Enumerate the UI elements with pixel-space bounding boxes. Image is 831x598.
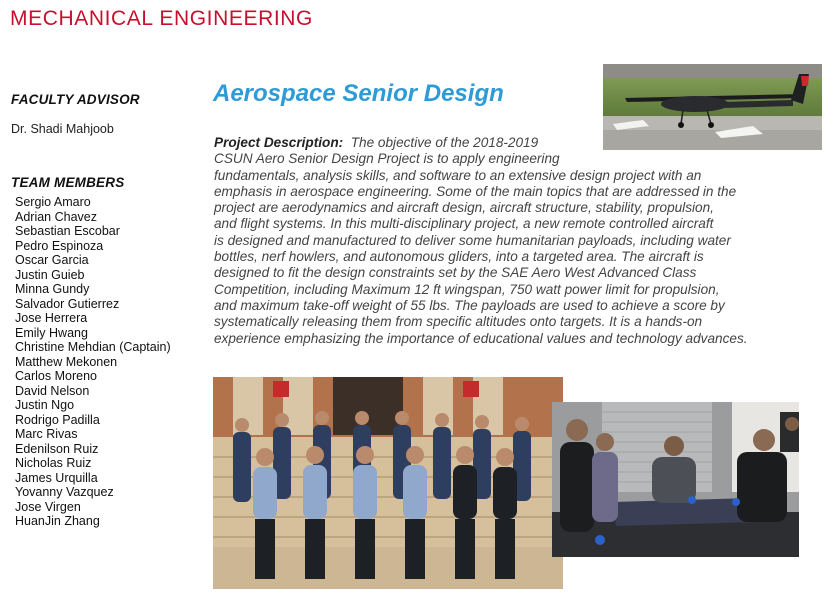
description-line: experience emphasizing the importance of educational values and technology advances.	[214, 330, 748, 346]
team-photo	[213, 377, 563, 589]
team-member: Edenilson Ruiz	[15, 441, 99, 456]
description-line: is designed and manufactured to deliver some humanitarian payloads, including water	[214, 232, 731, 248]
team-member: Justin Ngo	[15, 398, 75, 412]
team-member: James Urquilla	[15, 470, 98, 485]
description-line: emphasis in aerospace engineering. Some of the main topics that are addressed in the	[214, 183, 737, 199]
aircraft-photo	[603, 64, 822, 150]
description-line: bottles, nerf howlers, and autonomous gliders, into a targeted area. The aircraft is	[214, 249, 704, 265]
team-member: Sebastian Escobar	[15, 224, 120, 238]
faculty-advisor-heading: FACULTY ADVISOR	[11, 92, 140, 107]
project-description	[214, 135, 748, 347]
description-line: project are aerodynamics and aircraft design, aircraft structure, stability, propulsion,	[214, 200, 714, 216]
description-line: designed to fit the design constraints set by the SAE Aero West Advanced Class	[214, 265, 697, 281]
team-member: Emily Hwang	[15, 325, 88, 340]
team-members-heading: TEAM MEMBERS	[11, 175, 125, 190]
team-member: Adrian Chavez	[15, 209, 97, 224]
team-member: Oscar Garcia	[15, 253, 89, 267]
team-member: Carlos Moreno	[15, 369, 97, 383]
description-line: systematically releasing them from specific altitudes onto targets. It is a hands-on	[214, 314, 703, 330]
team-member: Justin Guieb	[15, 267, 85, 282]
team-member: Yovanny Vazquez	[15, 485, 114, 499]
department-header: MECHANICAL ENGINEERING	[10, 7, 313, 30]
description-line: fundamentals, analysis skills, and software to an extensive design project with an	[214, 167, 702, 183]
team-member: Christine Mehdian (Captain)	[15, 340, 171, 354]
team-member-list	[15, 195, 171, 529]
description-line: and maximum take-off weight of 55 lbs. The payloads are used to achieve a score by	[214, 297, 725, 313]
team-member: Pedro Espinoza	[15, 238, 104, 253]
team-member: David Nelson	[15, 383, 90, 398]
team-member: Salvador Gutierrez	[15, 296, 120, 311]
team-member: Rodrigo Padilla	[15, 412, 100, 427]
team-member: HuanJin Zhang	[15, 514, 100, 528]
description-line: CSUN Aero Senior Design Project is to apply engineering	[214, 151, 560, 167]
description-line-text: The objective of the 2018-2019	[350, 135, 539, 150]
team-member: Nicholas Ruiz	[15, 456, 92, 470]
description-line: and flight systems. In this multi-disciplinary project, a new remote controlled aircraft	[214, 216, 714, 232]
workshop-photo	[552, 402, 799, 557]
advisor-name: Dr. Shadi Mahjoob	[11, 122, 114, 136]
team-member: Jose Virgen	[15, 499, 81, 514]
team-member: Matthew Mekonen	[15, 354, 118, 369]
description-lead: Project Description:	[214, 135, 344, 150]
team-member: Sergio Amaro	[15, 195, 91, 209]
description-line: Competition, including Maximum 12 ft wingspan, 750 watt power limit for propulsion,	[214, 281, 720, 297]
team-member: Marc Rivas	[15, 427, 78, 441]
team-member: Jose Herrera	[15, 311, 88, 325]
team-member: Minna Gundy	[15, 282, 90, 296]
project-title: Aerospace Senior Design	[213, 80, 504, 107]
